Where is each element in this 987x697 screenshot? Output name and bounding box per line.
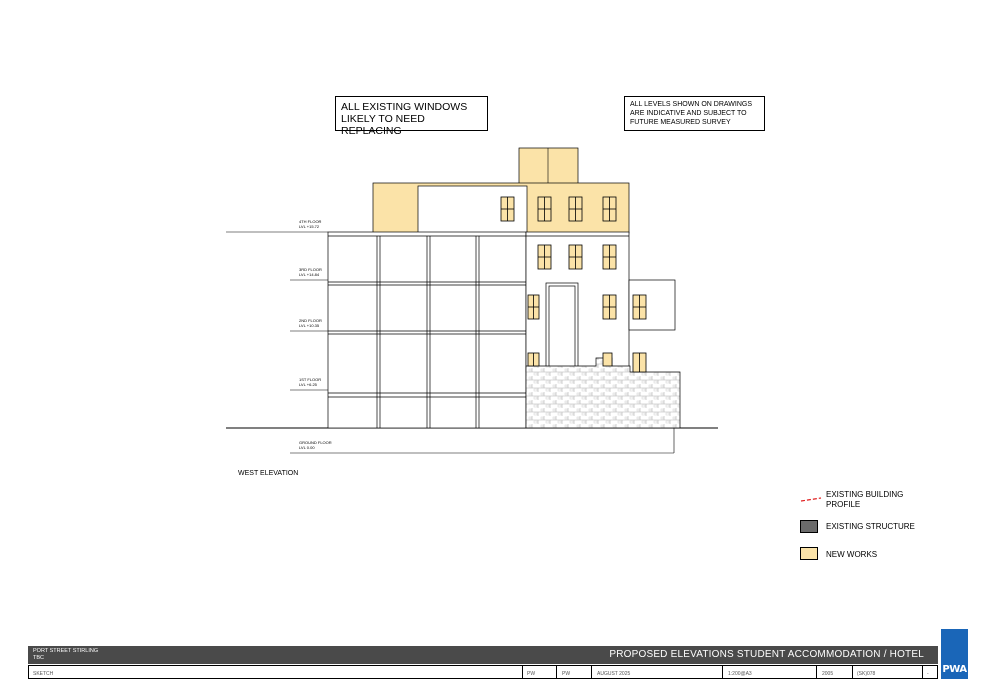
window-1st-2 [603, 353, 612, 366]
note-levels-line1: ALL LEVELS SHOWN ON DRAWINGS [630, 101, 753, 108]
window-3rd-3 [603, 245, 616, 269]
checked-by-value: PW [562, 671, 571, 677]
legend-existing-structure-label: EXISTING STRUCTURE [826, 522, 915, 531]
window-2nd-1 [528, 295, 539, 319]
revision-value: - [927, 671, 929, 677]
level-label-2nd: 2ND FLOOR LVL +10.35 [299, 318, 322, 328]
window-4th-3 [569, 197, 582, 221]
note-levels-line3: FUTURE MEASURED SURVEY [630, 119, 731, 126]
drawn-by-value: PW [527, 671, 536, 677]
existing-main-block [328, 232, 526, 428]
note-levels-line2: ARE INDICATIVE AND SUBJECT TO [630, 110, 747, 117]
window-2nd-2 [603, 295, 616, 319]
level-label-1st: 1ST FLOOR LVL +6.25 [299, 377, 322, 387]
drawing-number-value: (SK)078 [857, 671, 876, 677]
note-windows-line2: LIKELY TO NEED REPLACING [341, 113, 425, 137]
note-windows-line1: ALL EXISTING WINDOWS [341, 101, 468, 113]
new-works-stair-core [519, 148, 578, 184]
window-1st-3 [633, 353, 646, 372]
project-name: PORT STREET STIRLING TBC [33, 648, 99, 661]
legend-new-works-label: NEW WORKS [826, 550, 878, 559]
elevation-title: WEST ELEVATION [238, 470, 299, 477]
pwa-logo-text: PWA [942, 664, 967, 675]
drawing-title: PROPOSED ELEVATIONS STUDENT ACCOMMODATION / HOTEL [609, 649, 924, 660]
title-block-strip [28, 665, 938, 679]
level-label-3rd: 3RD FLOOR LVL +14.84 [299, 267, 322, 277]
status-value: SKETCH [33, 671, 54, 677]
legend-existing-profile-label: EXISTING BUILDING PROFILE [826, 490, 904, 509]
legend-existing-profile-swatch [800, 494, 822, 508]
legend-existing-structure-swatch [800, 520, 818, 533]
window-3rd-2 [569, 245, 582, 269]
level-label-ground: GROUND FLOOR LVL 0.00 [299, 440, 332, 450]
window-4th-4 [603, 197, 616, 221]
stone-plinth [526, 358, 680, 428]
level-label-4th: 4TH FLOOR LVL +15.72 [299, 219, 322, 229]
window-3rd-1 [538, 245, 551, 269]
window-1st-1 [528, 353, 539, 366]
date-value: AUGUST 2025 [597, 671, 631, 677]
window-2nd-3 [633, 295, 646, 319]
job-number-value: 2005 [822, 671, 834, 677]
window-4th-1 [501, 197, 514, 221]
legend-new-works-swatch [800, 547, 818, 560]
scale-value: 1:200@A3 [728, 671, 752, 677]
window-4th-2 [538, 197, 551, 221]
